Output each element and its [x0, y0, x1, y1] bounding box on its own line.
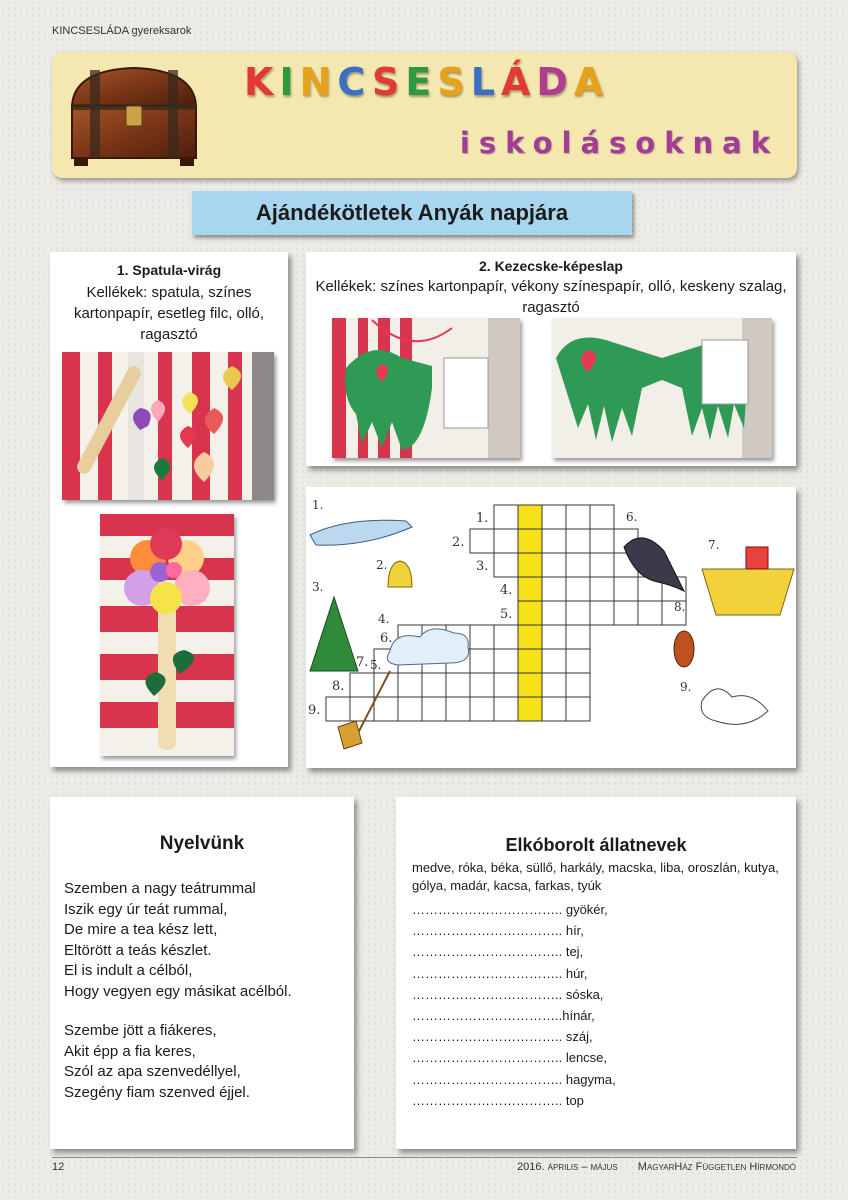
poem-line: Akit épp a fia keres, [64, 1042, 196, 1060]
crossword-cell [422, 673, 446, 697]
crossword-cell [566, 505, 590, 529]
crossword-cell [542, 673, 566, 697]
crossword-cell [446, 673, 470, 697]
blank-row: …………………………….. tej, [412, 944, 584, 960]
brand-letter: N [299, 60, 338, 104]
bell-icon [388, 561, 412, 587]
running-head: KINCSESLÁDA gyereksarok [52, 25, 192, 37]
poem-line: Eltörött a teás készlet. [64, 941, 212, 959]
airplane-icon [310, 520, 412, 545]
section-title: Ajándékötletek Anyák napjára [192, 191, 632, 235]
clue-number: 6. [626, 510, 638, 524]
brand-letter: S [437, 60, 471, 104]
brand-letter: D [536, 60, 574, 104]
brand-letter: K [244, 60, 280, 104]
craft1-flower-photo [100, 514, 234, 756]
brand-letter: C [337, 60, 372, 104]
crossword-cell [542, 505, 566, 529]
poem-stanza-1 [64, 879, 292, 1002]
crossword-cell [494, 625, 518, 649]
blank-rows [412, 899, 782, 1111]
crossword-cell [470, 529, 494, 553]
crossword-cell [590, 529, 614, 553]
craft1-supplies-photo [62, 352, 274, 500]
poem-line: De mire a tea kész lett, [64, 921, 218, 938]
clue-number: 9. [680, 680, 692, 694]
crossword-cell [518, 697, 542, 721]
craft2-card [306, 252, 796, 466]
clue-number: 7. [708, 538, 720, 552]
blank-row: …………………………….. sóska, [412, 986, 604, 1002]
brand-letter: I [279, 60, 300, 104]
crossword-cell [326, 697, 350, 721]
poem-line: Szegény fiam szenved éjjel. [64, 1083, 250, 1101]
crossword-number: 7. [356, 655, 369, 670]
poem-line: Szemben a nagy teátrummal [64, 880, 256, 897]
craft1-card [50, 252, 288, 767]
crossword-cell [590, 577, 614, 601]
crossword-cell [446, 697, 470, 721]
brand-letter: S [372, 60, 406, 104]
crossword-cell [542, 553, 566, 577]
blank-row: …………………………….. hagyma, [412, 1071, 616, 1087]
footer-issue-date: 2016. április – május [517, 1161, 618, 1173]
clue-number: 1. [312, 498, 324, 512]
crossword-puzzle [306, 487, 796, 768]
treasure-chest-icon [64, 62, 204, 168]
poem-line: Szól az apa szenvedéllyel, [64, 1063, 241, 1080]
crossword-cell [614, 577, 638, 601]
crossword-cell [590, 553, 614, 577]
brand-title [244, 60, 609, 104]
animal-names-title: Elkóborolt állatnevek [505, 835, 687, 855]
footer-publication: MagyarHáz Független Hírmondó [637, 1161, 796, 1173]
crossword-number: 1. [476, 511, 489, 526]
poem-line: Szembe jött a fiákeres, [64, 1022, 217, 1039]
blank-row: …………………………….. top [412, 1092, 584, 1108]
crossword-cell [566, 553, 590, 577]
craft1-title: 1. Spatula-virág [116, 262, 222, 278]
blank-row: …………………………….. száj, [412, 1029, 593, 1045]
crossword-cell [542, 577, 566, 601]
nyelvunk-title: Nyelvünk [159, 833, 245, 854]
crossword-number: 8. [332, 679, 345, 694]
crossword-cell [494, 505, 518, 529]
crossword-cell [638, 601, 662, 625]
brand-letter: Á [500, 60, 537, 104]
crossword-number: 4. [500, 583, 513, 598]
crossword-cell [566, 601, 590, 625]
crossword-cell [518, 673, 542, 697]
crossword-cell [566, 649, 590, 673]
blank-row: ……………………………..hínár, [412, 1008, 595, 1024]
boat-cabin-icon [746, 547, 768, 569]
brand-letter: L [470, 60, 501, 104]
crossword-cell [494, 529, 518, 553]
crossword-cell [566, 577, 590, 601]
footer-issue [517, 1161, 796, 1173]
header-banner [52, 52, 797, 178]
crossword-cell [566, 625, 590, 649]
crossword-cell [518, 649, 542, 673]
crossword-cell [374, 697, 398, 721]
clue-number: 4. [378, 612, 390, 626]
craft2-photo-2 [552, 318, 772, 458]
footer-rule [52, 1157, 797, 1158]
crossword-cell [542, 625, 566, 649]
crossword-cell [398, 697, 422, 721]
crossword-cell [614, 601, 638, 625]
craft2-supplies: Kellékek: színes kartonpapír, vékony színespapír, olló, keskeny szalag, ragasztó [315, 278, 787, 316]
craft2-photo-1 [332, 318, 520, 458]
clue-number: 8. [674, 600, 686, 614]
crossword-cell [494, 649, 518, 673]
crossword-cell [518, 505, 542, 529]
broom-head-icon [338, 721, 362, 749]
banner-subtitle: iskolásoknak [459, 126, 779, 160]
clue-number: 3. [312, 580, 324, 594]
crossword-number: 9. [308, 703, 321, 718]
crossword-cell [566, 673, 590, 697]
crossword-cell [590, 505, 614, 529]
crossword-cell [494, 553, 518, 577]
craft2-title: 2. Kezecske-képeslap [479, 258, 623, 274]
crossword-cell [566, 529, 590, 553]
blank-row: …………………………….. hír, [412, 923, 584, 939]
crossword-number: 6. [380, 631, 393, 646]
poem-line: Iszik egy úr teát rummal, [64, 900, 228, 918]
crossword-cell [422, 697, 446, 721]
crossword-cell [518, 577, 542, 601]
crossword-cell [566, 697, 590, 721]
crossword-cell [518, 553, 542, 577]
crossword-cell [590, 601, 614, 625]
crossword-card [306, 487, 796, 768]
nyelvunk-card [50, 797, 354, 1149]
poem-line: El is indult a célból, [64, 962, 193, 979]
crossword-cell [398, 673, 422, 697]
brand-letter: A [573, 60, 610, 104]
poem-line: Hogy vegyen egy másikat acélból. [64, 982, 292, 1000]
crossword-number: 5. [500, 607, 513, 622]
crossword-cell [542, 529, 566, 553]
crossword-cell [350, 673, 374, 697]
crossword-cell [542, 601, 566, 625]
crossword-cell [518, 601, 542, 625]
clue-number: 2. [376, 558, 388, 572]
crossword-cell [470, 625, 494, 649]
crossword-cell [470, 697, 494, 721]
animal-names-list: medve, róka, béka, süllő, harkály, macska, liba, oroszlán, kutya, gólya, madár, kacsa, farkas, tyúk [412, 860, 779, 893]
boat-icon [702, 569, 794, 615]
violin-icon [674, 631, 694, 667]
crossword-cell [518, 529, 542, 553]
page-number: 12 [52, 1161, 65, 1173]
crossword-cell [470, 673, 494, 697]
blank-row: …………………………….. húr, [412, 965, 588, 981]
crossword-number: 2. [452, 535, 465, 550]
pine-tree-icon [310, 597, 358, 671]
crossword-cell [542, 697, 566, 721]
swan-icon [701, 689, 768, 724]
crossword-cell [494, 673, 518, 697]
crossword-cell [518, 625, 542, 649]
blank-row: …………………………….. gyökér, [412, 902, 608, 917]
brand-letter: E [405, 60, 438, 104]
crossword-number: 3. [476, 559, 489, 574]
crossword-cell [542, 649, 566, 673]
clue-number: 5. [370, 658, 382, 672]
crossword-cell [470, 649, 494, 673]
poem-stanza-2 [64, 1021, 250, 1103]
blank-row: …………………………….. lencse, [412, 1050, 608, 1066]
craft1-supplies: Kellékek: spatula, színes kartonpapír, esetleg filc, olló, ragasztó [73, 284, 265, 343]
crossword-cell [494, 697, 518, 721]
animal-names-card [396, 797, 796, 1149]
